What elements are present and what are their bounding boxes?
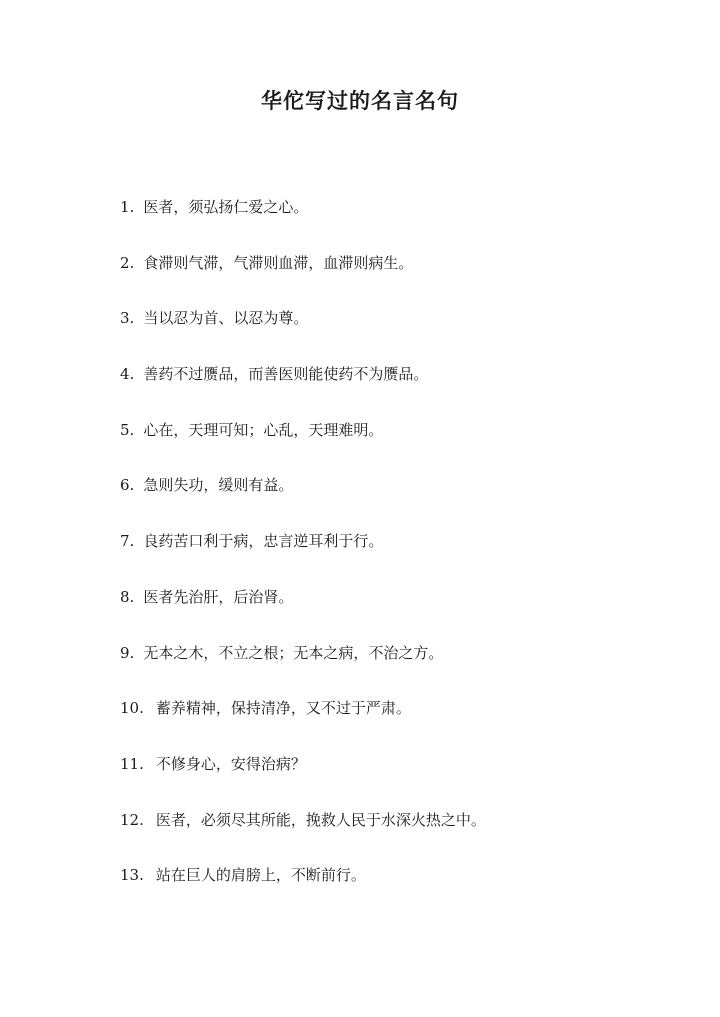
list-item [120, 249, 660, 305]
list-item [120, 694, 660, 750]
item-number: 5. [120, 420, 135, 439]
list-item [120, 750, 660, 806]
item-number: 11. [120, 754, 144, 773]
quote-list [120, 193, 660, 917]
item-number: 6. [120, 476, 135, 495]
item-text: 医者先治肝，后治肾。 [143, 587, 294, 606]
item-text: 无本之木，不立之根；无本之病，不治之方。 [143, 643, 444, 662]
list-item [120, 806, 660, 862]
item-number: 10. [120, 699, 144, 718]
item-number: 2. [120, 253, 135, 272]
item-text: 良药苦口利于病，忠言逆耳利于行。 [143, 532, 384, 551]
item-number: 13. [120, 866, 144, 885]
item-number: 9. [120, 643, 135, 662]
item-text: 医者，须弘扬仁爱之心。 [143, 198, 309, 216]
list-item [120, 416, 660, 472]
item-text: 当以忍为首、以忍为尊。 [143, 309, 309, 328]
list-item [120, 193, 660, 249]
item-text: 不修身心，安得治病？ [155, 754, 306, 773]
item-text: 心在，天理可知；心乱，天理难明。 [143, 420, 384, 439]
item-number: 8. [120, 587, 135, 606]
item-text: 医者，必须尽其所能，挽救人民于水深火热之中。 [155, 810, 486, 829]
list-item [120, 583, 660, 639]
list-item [120, 360, 660, 416]
list-item [120, 471, 660, 527]
item-number: 1. [120, 198, 135, 216]
item-text: 食滞则气滞，气滞则血滞，血滞则病生。 [143, 253, 414, 272]
page-title: 华佗写过的名言名句 [261, 88, 459, 113]
list-item [120, 527, 660, 583]
item-text: 急则失功，缓则有益。 [143, 476, 294, 495]
item-text: 蓄养精神，保持清净，又不过于严肃。 [155, 699, 411, 718]
item-number: 3. [120, 309, 135, 328]
list-item [120, 861, 660, 917]
item-number: 4. [120, 365, 135, 384]
item-number: 7. [120, 532, 135, 551]
item-text: 善药不过赝品，而善医则能使药不为赝品。 [143, 365, 429, 384]
list-item [120, 639, 660, 695]
list-item [120, 304, 660, 360]
item-number: 12. [120, 810, 144, 829]
item-text: 站在巨人的肩膀上，不断前行。 [155, 866, 366, 885]
